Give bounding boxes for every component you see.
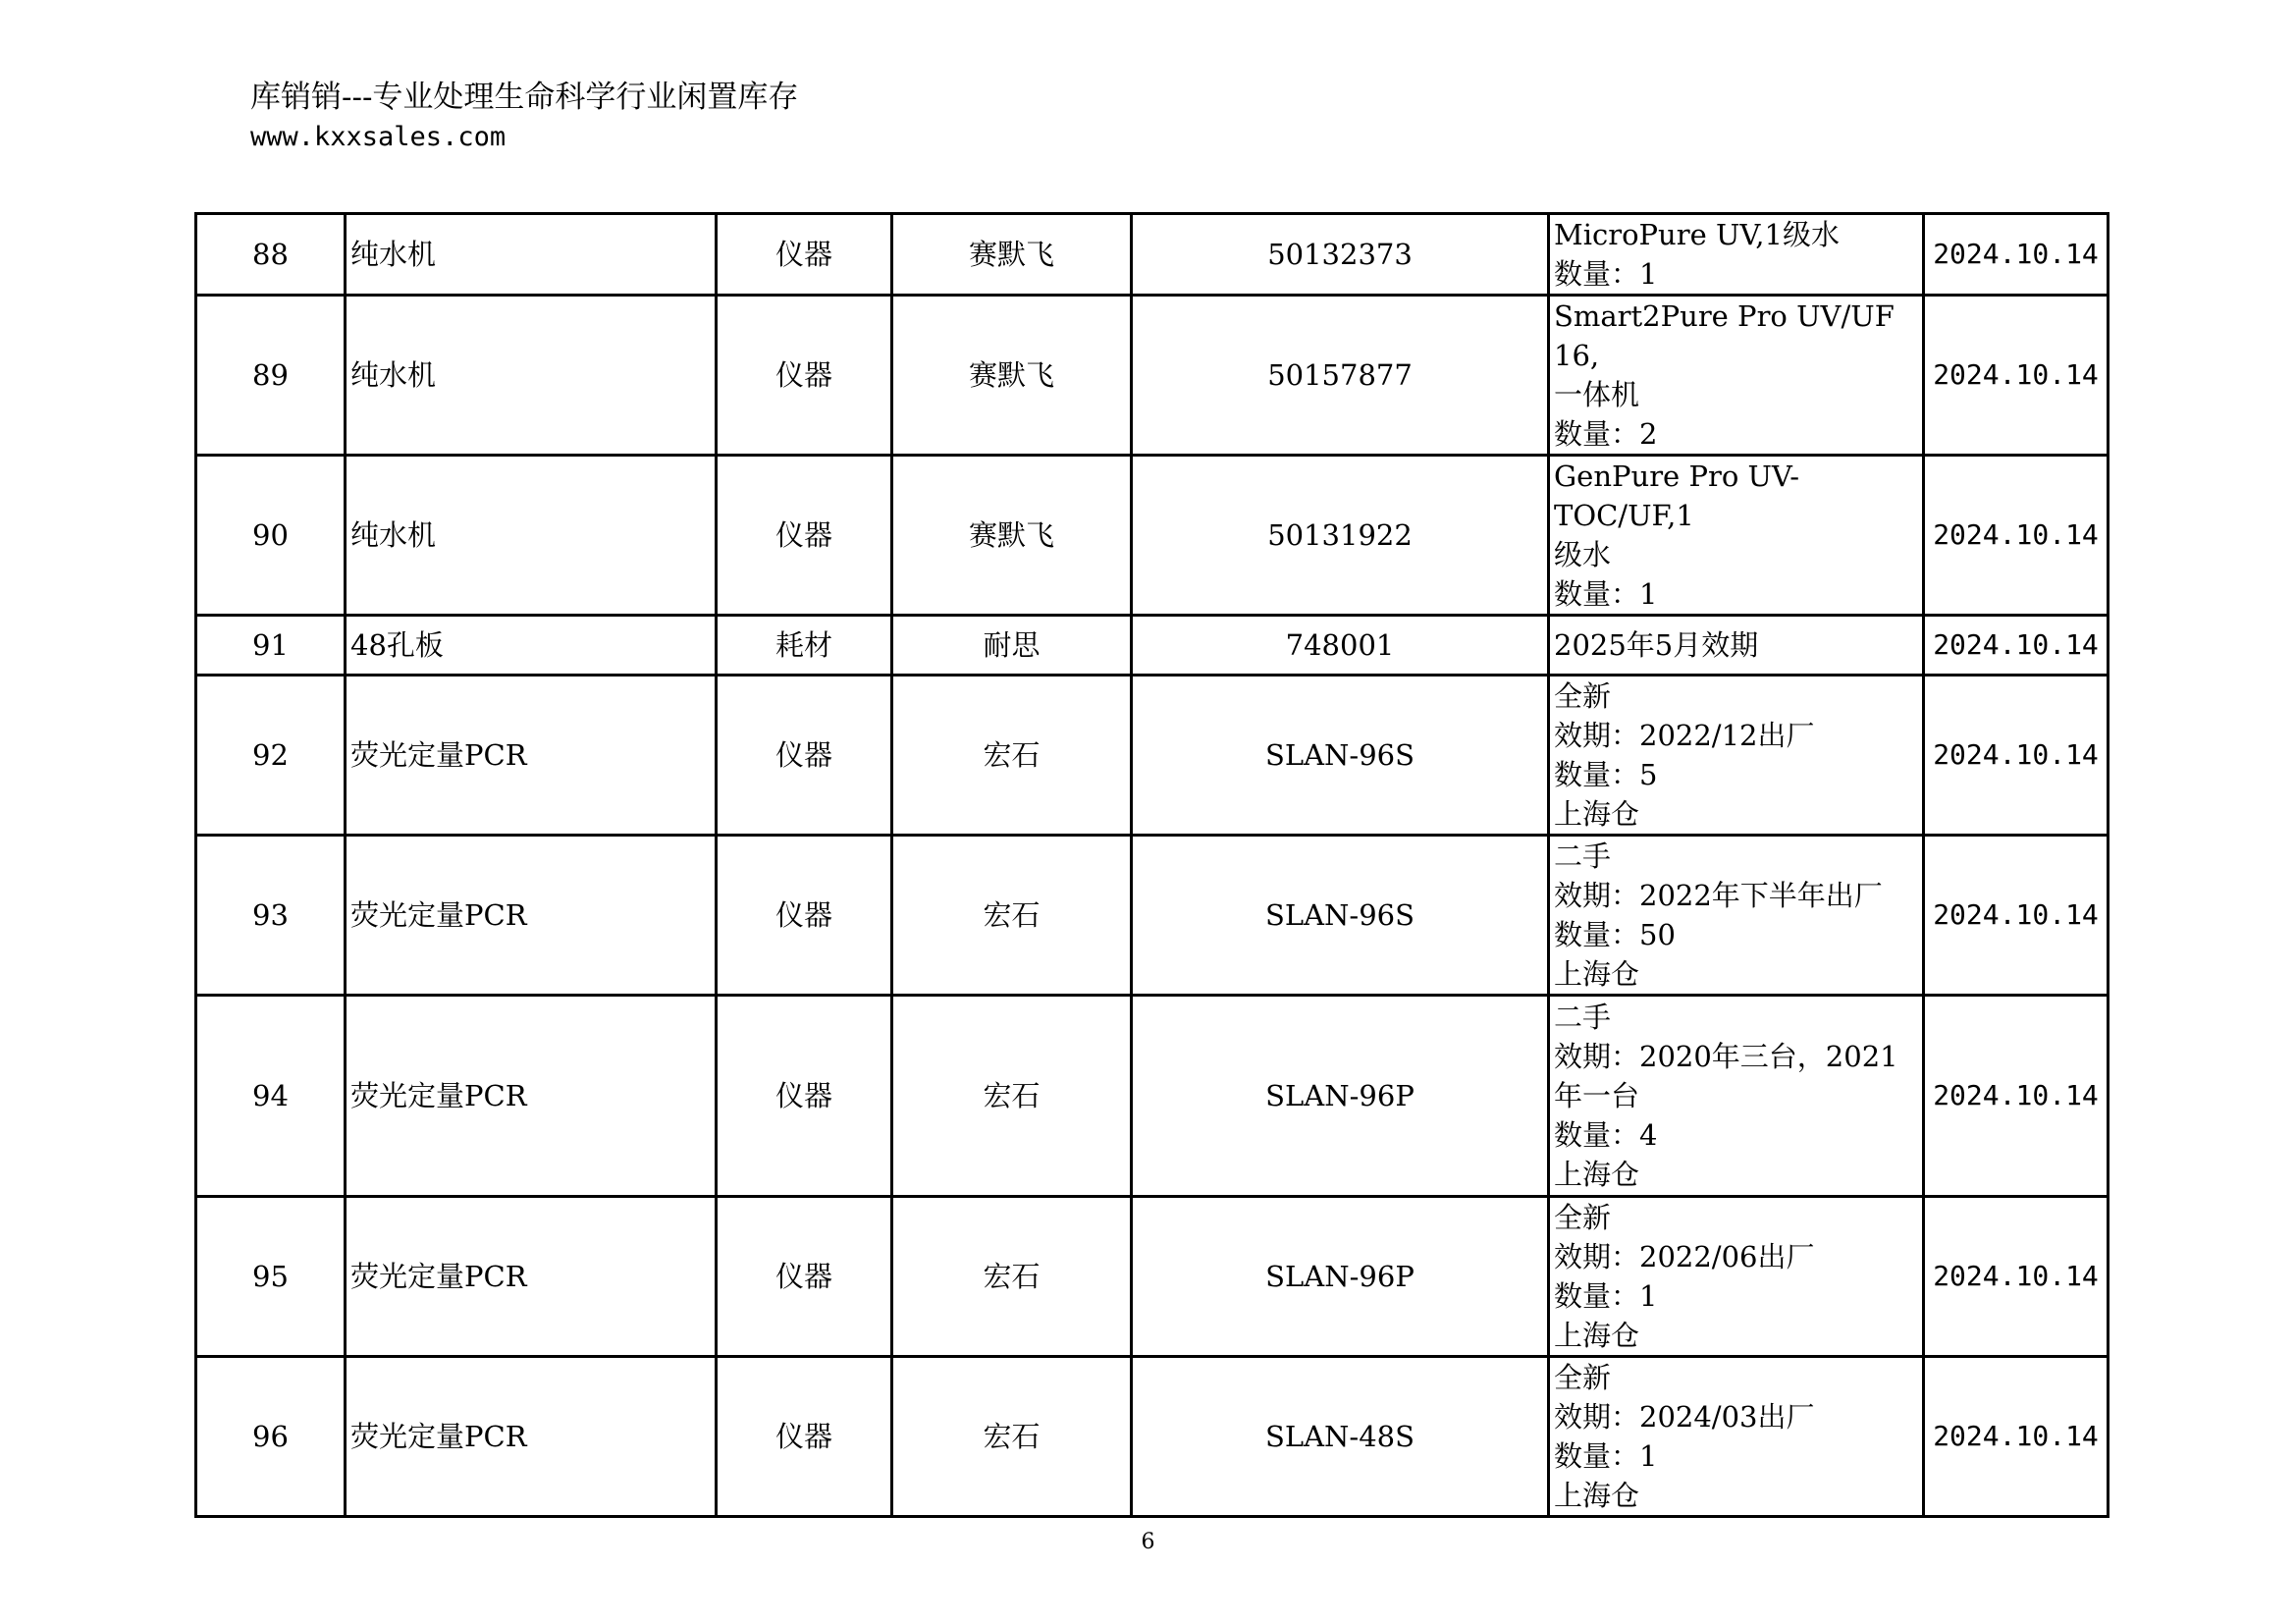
listing-date: 2024.10.14 [1924,1357,2109,1517]
product-name: 荧光定量PCR [346,996,717,1197]
table-row [196,296,2109,456]
product-name: 纯水机 [346,296,717,456]
product-brand: 宏石 [892,1357,1132,1517]
row-number: 88 [196,214,346,296]
product-description: MicroPure UV,1级水 数量：1 [1549,214,1924,296]
table-row [196,456,2109,616]
product-description: 全新 效期：2022/12出厂 数量：5 上海仓 [1549,676,1924,836]
product-category: 仪器 [717,836,892,996]
product-description: 全新 效期：2022/06出厂 数量：1 上海仓 [1549,1197,1924,1357]
product-description: 二手 效期：2022年下半年出厂 数量：50 上海仓 [1549,836,1924,996]
listing-date: 2024.10.14 [1924,836,2109,996]
row-number: 95 [196,1197,346,1357]
product-model: 50157877 [1132,296,1549,456]
product-category: 仪器 [717,1197,892,1357]
product-model: SLAN-96S [1132,836,1549,996]
product-description: 2025年5月效期 [1549,616,1924,676]
product-brand: 赛默飞 [892,456,1132,616]
table-row [196,996,2109,1197]
listing-date: 2024.10.14 [1924,296,2109,456]
table-row [196,1197,2109,1357]
product-category: 仪器 [717,1357,892,1517]
page-number: 6 [1141,1530,1155,1554]
row-number: 96 [196,1357,346,1517]
row-number: 93 [196,836,346,996]
product-name: 荧光定量PCR [346,676,717,836]
product-description: 全新 效期：2024/03出厂 数量：1 上海仓 [1549,1357,1924,1517]
table-row [196,1357,2109,1517]
listing-date: 2024.10.14 [1924,616,2109,676]
product-description: 二手 效期：2020年三台，2021 年一台 数量：4 上海仓 [1549,996,1924,1197]
product-category: 仪器 [717,456,892,616]
table-row [196,676,2109,836]
row-number: 90 [196,456,346,616]
product-category: 仪器 [717,996,892,1197]
product-description: GenPure Pro UV-TOC/UF,1 级水 数量：1 [1549,456,1924,616]
table-row [196,214,2109,296]
product-name: 48孔板 [346,616,717,676]
product-description: Smart2Pure Pro UV/UF 16, 一体机 数量：2 [1549,296,1924,456]
product-name: 荧光定量PCR [346,1357,717,1517]
product-model: SLAN-96P [1132,1197,1549,1357]
inventory-table [194,212,2109,1518]
product-name: 纯水机 [346,456,717,616]
product-brand: 宏石 [892,996,1132,1197]
product-model: SLAN-96S [1132,676,1549,836]
product-category: 耗材 [717,616,892,676]
product-brand: 耐思 [892,616,1132,676]
page-header [250,75,798,155]
product-brand: 宏石 [892,836,1132,996]
product-brand: 宏石 [892,1197,1132,1357]
row-number: 91 [196,616,346,676]
product-category: 仪器 [717,296,892,456]
product-name: 荧光定量PCR [346,836,717,996]
table-row [196,616,2109,676]
product-brand: 赛默飞 [892,214,1132,296]
listing-date: 2024.10.14 [1924,676,2109,836]
product-model: 50131922 [1132,456,1549,616]
product-model: 50132373 [1132,214,1549,296]
listing-date: 2024.10.14 [1924,456,2109,616]
product-model: 748001 [1132,616,1549,676]
product-category: 仪器 [717,676,892,836]
product-name: 纯水机 [346,214,717,296]
listing-date: 2024.10.14 [1924,1197,2109,1357]
row-number: 89 [196,296,346,456]
row-number: 94 [196,996,346,1197]
listing-date: 2024.10.14 [1924,214,2109,296]
product-category: 仪器 [717,214,892,296]
product-brand: 赛默飞 [892,296,1132,456]
table-row [196,836,2109,996]
product-model: SLAN-96P [1132,996,1549,1197]
product-model: SLAN-48S [1132,1357,1549,1517]
product-name: 荧光定量PCR [346,1197,717,1357]
header-url: www.kxxsales.com [250,122,507,152]
header-title: 库销销---专业处理生命科学行业闲置库存 [250,80,799,115]
row-number: 92 [196,676,346,836]
product-brand: 宏石 [892,676,1132,836]
listing-date: 2024.10.14 [1924,996,2109,1197]
